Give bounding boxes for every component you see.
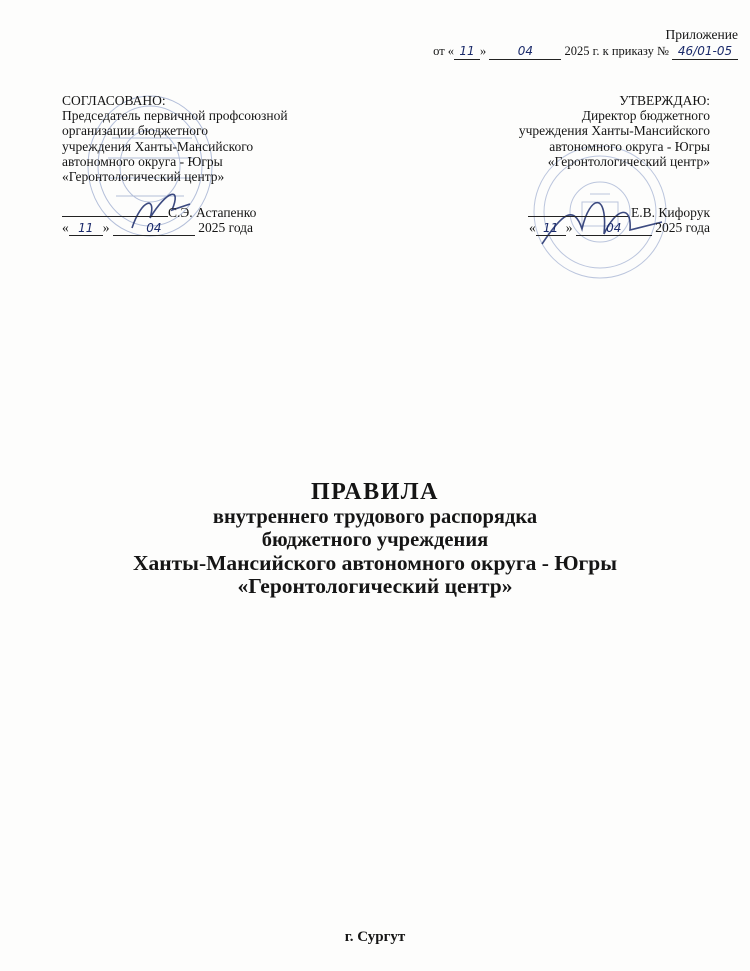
appendix-title: Приложение	[665, 27, 738, 42]
handwritten-day: 11	[543, 221, 559, 236]
title-line: «Геронтологический центр»	[237, 574, 513, 598]
agreed-block	[62, 93, 342, 236]
agreed-signature-row	[62, 202, 342, 220]
appendix-reference: от « 11 » 04 2025 г. к приказу № 46/01-05	[433, 43, 738, 60]
agreed-date-year: 2025 года	[198, 220, 254, 236]
approved-heading: УТВЕРЖДАЮ:	[619, 93, 710, 108]
approved-date-row: « 11 » 04 2025 года	[528, 220, 710, 236]
agreed-line: автономного округа - Югры	[62, 153, 223, 169]
title-line: внутреннего трудового распорядка	[212, 506, 538, 528]
agreed-line: «Геронтологический центр»	[62, 169, 225, 185]
handwritten-month: 04	[606, 221, 622, 236]
approved-block	[410, 93, 710, 236]
city-label: г. Сургут	[344, 929, 406, 945]
signature-line	[62, 202, 168, 217]
handwritten-month: 04	[146, 221, 162, 236]
handwritten-month: 04	[517, 44, 534, 58]
approved-line: Директор бюджетного	[581, 108, 710, 124]
handwritten-day: 11	[459, 44, 475, 58]
document-title	[0, 478, 750, 598]
title-main: ПРАВИЛА	[311, 479, 439, 505]
agreed-line: учреждения Ханты-Мансийского	[62, 138, 254, 154]
approved-signature-row	[410, 202, 710, 220]
approved-line: учреждения Ханты-Мансийского	[518, 123, 710, 139]
agreed-signer-name: С.Э. Астапенко	[168, 205, 257, 221]
signature-line	[528, 202, 628, 217]
title-line: бюджетного учреждения	[261, 529, 489, 551]
handwritten-day: 11	[78, 221, 94, 236]
handwritten-order-number: 46/01-05	[677, 44, 733, 58]
title-line: Ханты-Мансийского автономного округа - Югры	[132, 551, 618, 575]
approved-line: «Геронтологический центр»	[547, 153, 710, 169]
agreed-line: Председатель первичной профсоюзной	[62, 108, 288, 124]
agreed-heading: СОГЛАСОВАНО:	[62, 93, 166, 108]
approved-date-year: 2025 года	[655, 220, 710, 236]
approved-line: автономного округа - Югры	[549, 138, 710, 154]
agreed-date-row: « 11 » 04 2025 года	[62, 220, 254, 236]
approved-signer-name: Е.В. Кифорук	[631, 205, 710, 221]
appendix-header	[433, 26, 738, 60]
agreed-line: организации бюджетного	[62, 123, 208, 139]
